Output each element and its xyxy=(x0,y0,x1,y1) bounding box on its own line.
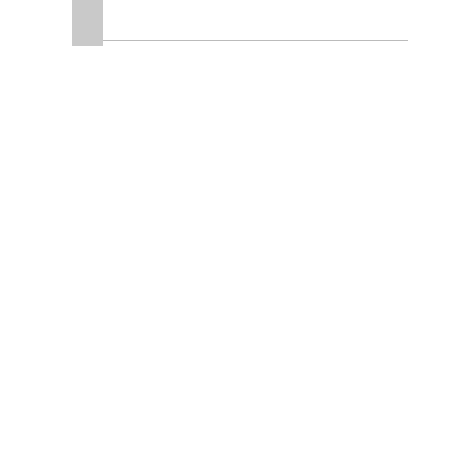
folio-tab xyxy=(72,0,103,46)
header-rule xyxy=(103,40,408,41)
